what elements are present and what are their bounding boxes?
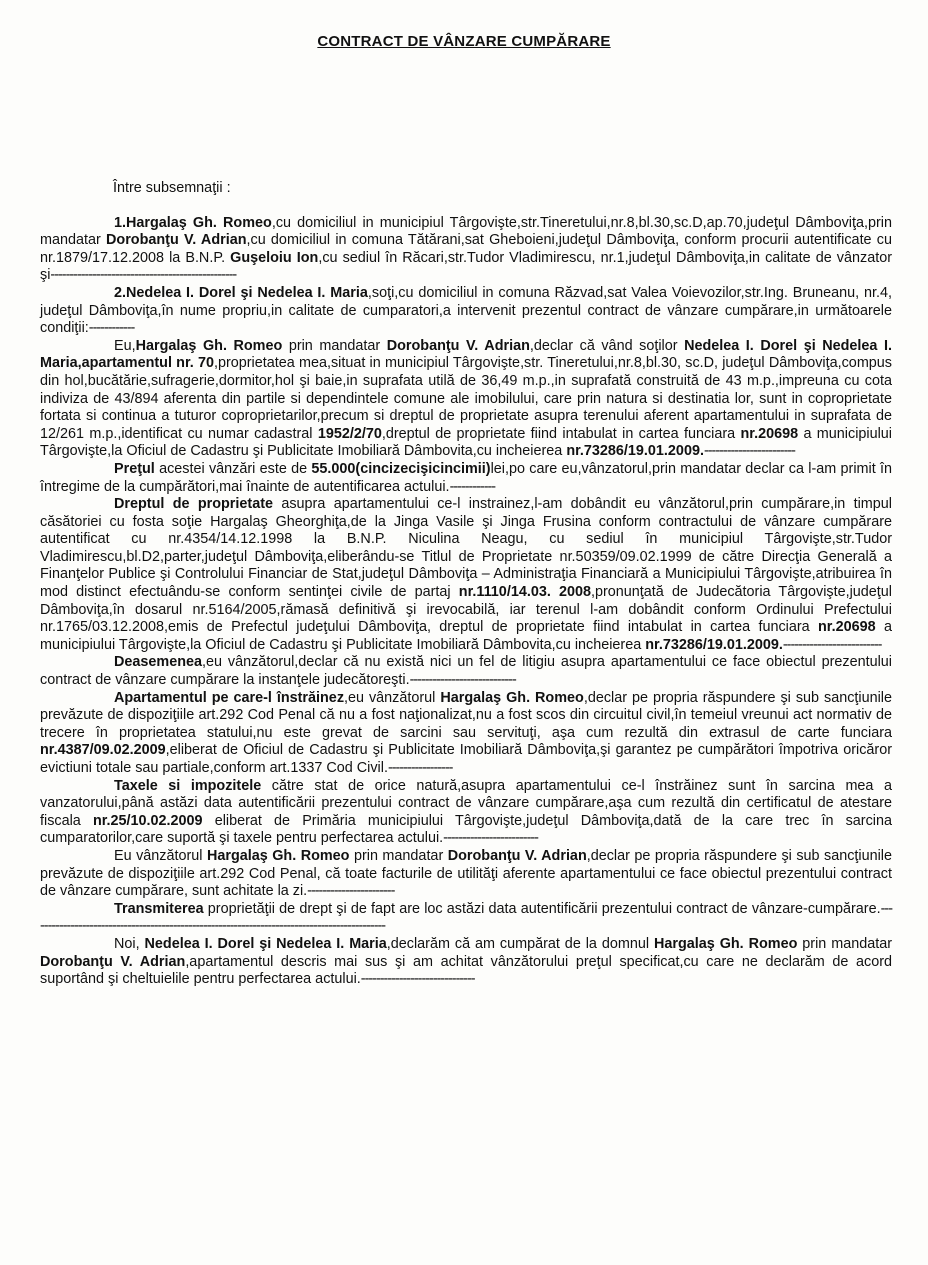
bold-text-run: nr.25/10.02.2009 — [92, 812, 203, 829]
bold-text-run: Hargalaş Gh. Romeo — [135, 337, 283, 354]
text-run: eliberat de Primăria municipiului Târgovişte,judeţul Dâmboviţa,dată de la care trec în sarcina cumparatorilor,care suportă şi taxele pentru perfectarea actului. — [40, 812, 892, 847]
text-run: proprietăţii de drept şi de fapt are loc astăzi data autentificării prezentului contract de vânzare-cumpărare. — [203, 900, 881, 917]
bold-text-run: 2.Nedelea I. Dorel şi Nedelea I. Maria — [114, 284, 368, 301]
text-run: a municipiului Târgovişte,la Oficiul de Cadastru şi Publicitate Imobiliară Dâmbovita,cu incheierea — [40, 619, 892, 653]
contract-paragraph — [40, 496, 892, 654]
text-run: ,proprietatea mea,situat in municipiul Târgovişte,str. Tineretului,nr.8,bl.30, sc.D, judeţul Dâmboviţa,compus din hol,bucătărie,sufragerie,dormitor,hol şi baie,in suprafata utilă de 36,49 m.p.,in suprafată construită de 43 m.p.,impreuna cu cota indiviza de 43/894 aferenta din partile si dependintele comune ale imobilului, care prin natura si destinatia lor, sunt in coproprietate fortata si continua a tuturor coproprietarilor,precum si dreptul de proprietate asupra terenului aferent apartamentului in suprafata de 12/261 m.p.,identificat cu numar cadastral — [40, 355, 893, 442]
bold-text-run: nr.73286/19.01.2009. — [645, 636, 783, 653]
dash-filler: -------------------------- — [782, 636, 882, 653]
text-run: ,eu vânzătorul — [344, 689, 441, 706]
text-run: ,dreptul de proprietate fiind intabulat in cartea funciara — [381, 425, 741, 442]
bold-text-run: nr.1110/14.03. 2008 — [458, 584, 591, 601]
bold-text-run: Transmiterea — [114, 900, 204, 917]
dash-filler: ------------------------------ — [360, 971, 475, 988]
bold-text-run: nr.20698 — [740, 425, 799, 442]
paragraph-list — [40, 215, 892, 989]
bold-text-run: Apartamentul pe care-l înstrăinez — [114, 689, 345, 706]
text-run: ,pronunţată de Judecătoria Târgovişte,judeţul Dâmboviţa,în dosarul nr.5164/2005,rămasă definitivă şi irevocabilă, iar terenul l-am dobândit conform Ordinului Prefectului nr.1765/03.12.2008,emis de Prefectul judeţului Dâmboviţa, dreptul de proprietate fiind intabulat in cartea funciara — [40, 584, 893, 636]
text-run: ,soţi,cu domiciliul in comuna Răzvad,sat Valea Voievozilor,str.Ing. Bruneanu, nr.4, judeţul Dâmboviţa,în nume propriu,in calitate de cumparatori,a intervenit prezentul contract de vânzare cumpărare,in următoarele condiţii: — [40, 284, 892, 337]
contract-paragraph — [40, 285, 892, 338]
bold-text-run: 1.Hargalaş Gh. Romeo — [114, 214, 272, 231]
text-run: Eu, — [114, 337, 136, 354]
bold-text-run: nr.4387/09.02.2009 — [40, 742, 166, 759]
dash-filler: ------------ — [449, 478, 496, 495]
bold-text-run: 1952/2/70 — [317, 425, 382, 442]
text-run: lei,po care eu,vânzatorul,prin mandatar declar ca l-am primit în întregime de la cumpărători,mai înainte de autentificarea actului. — [40, 460, 892, 495]
text-run: ,declar pe propria răspundere şi sub sancţiunile prevăzute de dispoziţiile art.292 Cod Penal, că toate facturile de utilităţi aferente apartamentului ce face obiectul prezentului contract de vânzare cumpărare, sunt achitate la zi. — [40, 847, 892, 900]
dash-filler: ------------------------------------------------- — [50, 267, 237, 284]
bold-text-run: Hargalaş Gh. Romeo — [440, 689, 584, 706]
contract-paragraph — [40, 778, 892, 848]
document-body — [40, 180, 892, 989]
contract-paragraph — [40, 936, 892, 989]
bold-text-run: Nedelea I. Dorel şi Nedelea I. Maria — [144, 935, 387, 952]
dash-filler: ----------------- — [387, 760, 453, 776]
contract-paragraph — [40, 654, 892, 689]
bold-text-run: Dorobanţu V. Adrian — [447, 847, 587, 864]
bold-text-run: Nedelea I. Dorel şi Nedelea I. Maria,apartamentul nr. 70 — [40, 337, 892, 372]
document-title: CONTRACT DE VÂNZARE CUMPĂRARE — [317, 33, 611, 50]
text-run: ,declarăm că am cumpărat de la domnul — [386, 935, 654, 952]
dash-filler: ---------------------------- — [409, 672, 516, 689]
dash-filler: ------------ — [88, 320, 135, 337]
bold-text-run: Dreptul de proprietate — [114, 496, 274, 513]
text-run: a municipiului Târgovişte,la Oficiul de Cadastru şi Publicitate Imobiliară Dâmbovita,cu incheierea — [40, 425, 892, 460]
contract-paragraph — [40, 215, 892, 285]
dash-filler: ------------------------- — [443, 830, 538, 847]
dash-filler: ------------------------ — [703, 443, 795, 460]
bold-text-run: Deasemenea — [114, 654, 203, 671]
contract-paragraph — [40, 690, 892, 778]
bold-text-run: Preţul — [114, 460, 155, 477]
text-run: ,eliberat de Oficiul de Cadastru şi Publicitate Imobiliară Dâmboviţa,şi garantez pe cumpărători împotriva oricăror evictiuni totale sau partiale,conform art.1337 Cod Civil. — [40, 742, 892, 776]
text-run: ,cu domiciliul in municipiul Târgovişte,str.Tineretului,nr.8,bl.30,sc.D,ap.70,judeţul Dâmboviţa,prin mandatar — [40, 214, 892, 249]
dash-filler: ---------------------------------------------------------------------------------------------- — [40, 900, 892, 935]
contract-paragraph — [40, 338, 892, 461]
text-run: ,cu sediul în Răcari,str.Tudor Vladimirescu, nr.1,judeţul Dâmboviţa,in calitate de vânzator şi — [40, 249, 892, 284]
text-run: ,declar că vând soţilor — [529, 337, 685, 354]
text-run: ,declar pe propria răspundere şi sub sancţiunile prevăzute de dispoziţiile art.292 Cod Penal că nu a fost naţionalizat,nu a fost scos din circuitul civil,în temeiul vreunui act normativ de trecere în proprietatea statului,nu este grevat de sarcini sau servituţi, aşa cum rezultă din extrasul de carte funciara — [40, 689, 892, 741]
text-run: ,apartamentul descris mai sus şi am achitat vânzătorului preţul specificat,cu care ne declarăm de acord suportând şi cheltuielile pentru perfectarea actului. — [40, 953, 892, 988]
text-run: prin mandatar — [797, 935, 893, 952]
bold-text-run: Taxele si impozitele — [114, 777, 262, 794]
contract-paragraph — [40, 848, 892, 901]
contract-paragraph — [40, 461, 892, 496]
bold-text-run: Dorobanţu V. Adrian — [386, 337, 530, 354]
contract-paragraph — [40, 901, 892, 936]
intro-line: Între subsemnaţii : — [113, 180, 231, 196]
text-run: prin mandatar — [349, 847, 448, 864]
text-run: acestei vânzări este de — [154, 460, 312, 477]
text-run: asupra apartamentului ce-l instrainez,l-am dobândit eu vânzătorul,prin cumpărare,in timpul căsătoriei cu fosta soţie Hargalaş Gheorghiţa,de la Jinga Vasile şi Jinga Frusina conform contractului de vânzare cumpărare autentificat cu nr.4354/14.12.1998 la B.N.P. Niculina Neagu, cu sediul în municipiul Târgovişte,str.Tudor Vladimirescu,bl.D2,parter,judeţul Dâmboviţa,eliberându-se Titlul de Proprietate nr.50359/09.02.1999 de către Direcţia Generală a Finanţelor Publice şi Controlului Financiar de Stat,judeţul Dâmboviţa – Administraţia Financiară a Municipiului Târgovişte,atribuirea în mod distinct efectuându-se conform sentinţei civile de partaj — [40, 496, 893, 601]
text-run: prin mandatar — [282, 337, 387, 354]
text-run: ,cu domiciliul in comuna Tătărani,sat Gheboieni,judeţul Dâmboviţa, conform procurii autentificate cu nr.1879/17.12.2008 la B.N.P. — [40, 232, 892, 266]
dash-filler: ----------------------- — [307, 883, 395, 900]
bold-text-run: nr.20698 — [818, 619, 876, 636]
bold-text-run: Dorobanţu V. Adrian — [40, 953, 186, 970]
bold-text-run: nr.73286/19.01.2009. — [566, 443, 704, 460]
bold-text-run: 55.000(cincizecişicincimii) — [311, 460, 491, 477]
bold-text-run: Dorobanţu V. Adrian — [106, 232, 247, 249]
text-run: Eu vânzătorul — [114, 847, 207, 864]
text-run: ,eu vânzătorul,declar că nu există nici un fel de litigiu asupra apartamentului ce face obiectul prezentului contract de vânzare cumpărare la instanţele judecătoreşti. — [40, 654, 892, 689]
text-run: Noi, — [114, 935, 145, 952]
bold-text-run: Guşeloiu Ion — [230, 249, 319, 266]
text-run: către stat de orice natură,asupra apartamentului ce-l înstrăinez sunt în sarcina mea a vanzatorului,până astăzi data autentificării prezentului contract de vânzare cumpărare,aşa cum rezultă din certificatul de atestare fiscala — [40, 777, 892, 829]
bold-text-run: Hargalaş Gh. Romeo — [206, 847, 350, 864]
bold-text-run: Hargalaş Gh. Romeo — [653, 935, 798, 952]
